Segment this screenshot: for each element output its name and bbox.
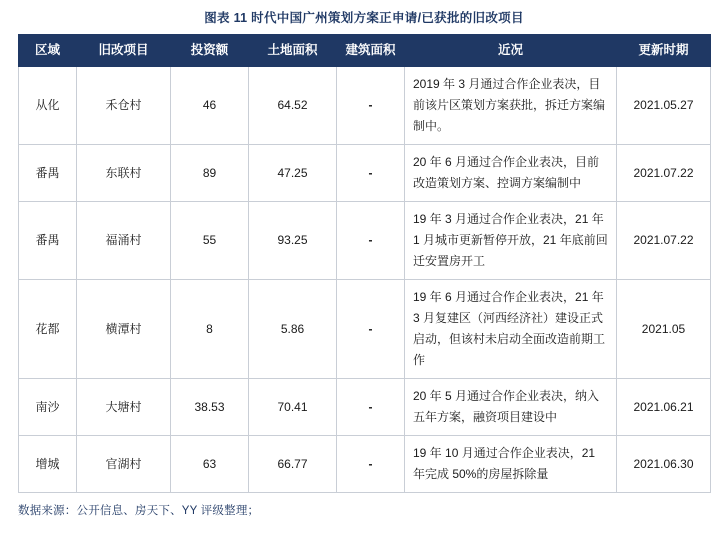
cell-investment: 8 bbox=[171, 280, 249, 379]
cell-investment: 46 bbox=[171, 67, 249, 145]
column-header-status: 近况 bbox=[405, 35, 617, 67]
cell-region: 增城 bbox=[19, 436, 77, 493]
table-header-row bbox=[19, 35, 711, 67]
cell-update-time: 2021.07.22 bbox=[617, 145, 711, 202]
cell-build-area: - bbox=[337, 145, 405, 202]
cell-status: 20 年 6 月通过合作企业表决，目前改造策划方案、控调方案编制中 bbox=[405, 145, 617, 202]
cell-region: 花都 bbox=[19, 280, 77, 379]
cell-status: 20 年 5 月通过合作企业表决，纳入五年方案，融资项目建设中 bbox=[405, 379, 617, 436]
column-header-land-area: 土地面积 bbox=[249, 35, 337, 67]
cell-update-time: 2021.07.22 bbox=[617, 202, 711, 280]
table-row bbox=[19, 436, 711, 493]
cell-project: 官湖村 bbox=[77, 436, 171, 493]
cell-project: 福涌村 bbox=[77, 202, 171, 280]
figure-caption: 图表 11 时代中国广州策划方案正申请/已获批的旧改项目 bbox=[204, 11, 524, 25]
cell-land-area: 47.25 bbox=[249, 145, 337, 202]
cell-land-area: 64.52 bbox=[249, 67, 337, 145]
table-row bbox=[19, 145, 711, 202]
cell-status: 19 年 6 月通过合作企业表决，21 年 3 月复建区（河西经济社）建设正式启动，但该村未启动全面改造前期工作 bbox=[405, 280, 617, 379]
cell-region: 番禺 bbox=[19, 145, 77, 202]
cell-status: 19 年 10 月通过合作企业表决，21 年完成 50%的房屋拆除量 bbox=[405, 436, 617, 493]
cell-project: 大塘村 bbox=[77, 379, 171, 436]
cell-region: 南沙 bbox=[19, 379, 77, 436]
column-header-update-time: 更新时期 bbox=[617, 35, 711, 67]
cell-update-time: 2021.06.21 bbox=[617, 379, 711, 436]
column-header-build-area: 建筑面积 bbox=[337, 35, 405, 67]
cell-project: 横潭村 bbox=[77, 280, 171, 379]
cell-project: 东联村 bbox=[77, 145, 171, 202]
cell-build-area: - bbox=[337, 67, 405, 145]
cell-update-time: 2021.06.30 bbox=[617, 436, 711, 493]
column-header-investment: 投资额 bbox=[171, 35, 249, 67]
cell-investment: 38.53 bbox=[171, 379, 249, 436]
column-header-region: 区域 bbox=[19, 35, 77, 67]
cell-build-area: - bbox=[337, 202, 405, 280]
cell-status: 2019 年 3 月通过合作企业表决，目前该片区策划方案获批，拆迁方案编制中。 bbox=[405, 67, 617, 145]
table-row bbox=[19, 67, 711, 145]
cell-land-area: 70.41 bbox=[249, 379, 337, 436]
column-header-project: 旧改项目 bbox=[77, 35, 171, 67]
cell-land-area: 93.25 bbox=[249, 202, 337, 280]
cell-investment: 55 bbox=[171, 202, 249, 280]
old-renovation-projects-table bbox=[18, 34, 711, 493]
cell-land-area: 5.86 bbox=[249, 280, 337, 379]
table-row bbox=[19, 280, 711, 379]
cell-land-area: 66.77 bbox=[249, 436, 337, 493]
cell-build-area: - bbox=[337, 436, 405, 493]
cell-build-area: - bbox=[337, 280, 405, 379]
cell-investment: 63 bbox=[171, 436, 249, 493]
source-note: 数据来源：公开信息、房天下、YY 评级整理； bbox=[18, 505, 260, 518]
cell-build-area: - bbox=[337, 379, 405, 436]
cell-project: 禾仓村 bbox=[77, 67, 171, 145]
cell-investment: 89 bbox=[171, 145, 249, 202]
cell-region: 从化 bbox=[19, 67, 77, 145]
cell-region: 番禺 bbox=[19, 202, 77, 280]
cell-update-time: 2021.05.27 bbox=[617, 67, 711, 145]
cell-status: 19 年 3 月通过合作企业表决，21 年 1 月城市更新暂停开放，21 年底前回迁安置房开工 bbox=[405, 202, 617, 280]
table-row bbox=[19, 202, 711, 280]
table-row bbox=[19, 379, 711, 436]
cell-update-time: 2021.05 bbox=[617, 280, 711, 379]
